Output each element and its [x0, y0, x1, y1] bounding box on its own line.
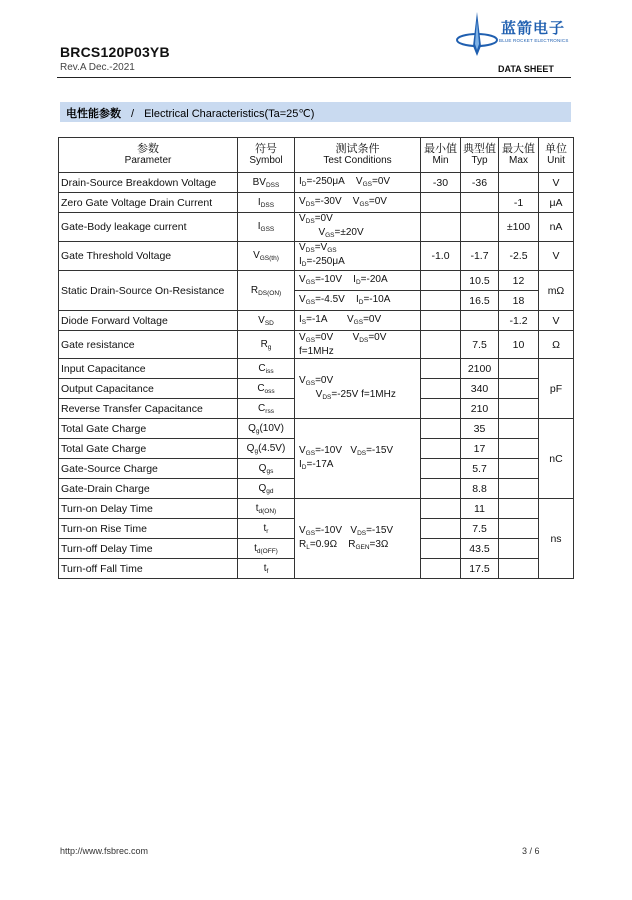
- table-row: [59, 359, 574, 379]
- doc-type: DATA SHEET: [498, 64, 554, 74]
- min-cell: [421, 539, 461, 559]
- min-cell: [421, 399, 461, 419]
- typ-cell: [461, 311, 499, 331]
- typ-cell: -36: [461, 173, 499, 193]
- condition-cell: $I_D=-250\mu A$ $V_{GS}=0V$: [295, 173, 421, 193]
- min-cell: [421, 193, 461, 213]
- section-title-cn: 电性能参数: [66, 108, 121, 120]
- param-cell: Reverse Transfer Capacitance: [59, 399, 238, 419]
- page-number: 3 / 6: [522, 846, 540, 856]
- max-cell: [499, 439, 539, 459]
- max-cell: [499, 379, 539, 399]
- typ-cell: 17: [461, 439, 499, 459]
- max-cell: 10: [499, 331, 539, 359]
- symbol-cell: $Q_{gs}$: [238, 459, 295, 479]
- symbol-cell: $R_g$: [238, 331, 295, 359]
- unit-cell: nA: [539, 213, 574, 242]
- symbol-cell: $Q_g(10V)$: [238, 419, 295, 439]
- symbol-cell: $R_{DS(ON)}$: [238, 271, 295, 311]
- max-cell: 18: [499, 291, 539, 311]
- table-row: [59, 193, 574, 213]
- table-row: [59, 173, 574, 193]
- param-cell: Turn-on Rise Time: [59, 519, 238, 539]
- symbol-cell: $C_{rss}$: [238, 399, 295, 419]
- company-logo: [455, 10, 575, 60]
- typ-cell: 7.5: [461, 519, 499, 539]
- table-row: [59, 213, 574, 242]
- symbol-cell: $Q_{gd}$: [238, 479, 295, 499]
- symbol-cell: $I_{DSS}$: [238, 193, 295, 213]
- unit-cell: nC: [539, 419, 574, 499]
- param-cell: Gate-Body leakage current: [59, 213, 238, 242]
- typ-cell: 35: [461, 419, 499, 439]
- max-cell: 12: [499, 271, 539, 291]
- max-cell: [499, 559, 539, 579]
- condition-cell: $V_{GS}=0V$ $V_{DS}=0V$ f=1MHz: [295, 331, 421, 359]
- typ-cell: [461, 213, 499, 242]
- table-row: [59, 331, 574, 359]
- rocket-icon: [455, 10, 499, 60]
- param-cell: Gate-Drain Charge: [59, 479, 238, 499]
- condition-cell: $V_{DS}=0V$ $V_{GS}=\pm 20V$: [295, 213, 421, 242]
- table-row: [59, 271, 574, 291]
- param-cell: Diode Forward Voltage: [59, 311, 238, 331]
- condition-cell: $V_{GS}=-4.5V$ $I_D=-10A$: [295, 291, 421, 311]
- table-row: [59, 499, 574, 519]
- typ-cell: 17.5: [461, 559, 499, 579]
- table-header-row: [59, 138, 574, 173]
- col-min: 最小值 Min: [421, 138, 461, 173]
- max-cell: [499, 173, 539, 193]
- symbol-cell: $t_f$: [238, 559, 295, 579]
- max-cell: -1: [499, 193, 539, 213]
- typ-cell: 7.5: [461, 331, 499, 359]
- min-cell: [421, 331, 461, 359]
- param-cell: Total Gate Charge: [59, 439, 238, 459]
- typ-cell: 10.5: [461, 271, 499, 291]
- param-cell: Total Gate Charge: [59, 419, 238, 439]
- part-number: BRCS120P03YB: [60, 44, 170, 60]
- param-cell: Input Capacitance: [59, 359, 238, 379]
- max-cell: [499, 399, 539, 419]
- header-divider: [57, 77, 571, 78]
- param-cell: Drain-Source Breakdown Voltage: [59, 173, 238, 193]
- section-separator: /: [131, 108, 135, 120]
- condition-cell: $V_{GS}=0V$ $V_{DS}=-25V$ f=1MHz: [295, 359, 421, 419]
- symbol-cell: $V_{GS(th)}$: [238, 242, 295, 271]
- unit-cell: pF: [539, 359, 574, 419]
- param-cell: Gate-Source Charge: [59, 459, 238, 479]
- symbol-cell: $C_{iss}$: [238, 359, 295, 379]
- revision: Rev.A Dec.-2021: [60, 62, 135, 73]
- col-unit: 单位 Unit: [539, 138, 574, 173]
- typ-cell: 340: [461, 379, 499, 399]
- condition-cell: $V_{DS}=-30V$ $V_{GS}=0V$: [295, 193, 421, 213]
- min-cell: [421, 311, 461, 331]
- max-cell: [499, 519, 539, 539]
- typ-cell: -1.7: [461, 242, 499, 271]
- col-parameter: 参数 Parameter: [59, 138, 238, 173]
- typ-cell: 16.5: [461, 291, 499, 311]
- condition-cell: $V_{DS}=V_{GS}$ $I_D=-250\mu A$: [295, 242, 421, 271]
- unit-cell: V: [539, 173, 574, 193]
- param-cell: Gate resistance: [59, 331, 238, 359]
- param-cell: Zero Gate Voltage Drain Current: [59, 193, 238, 213]
- param-cell: Turn-off Fall Time: [59, 559, 238, 579]
- max-cell: [499, 479, 539, 499]
- min-cell: [421, 439, 461, 459]
- max-cell: [499, 359, 539, 379]
- max-cell: [499, 419, 539, 439]
- typ-cell: 2100: [461, 359, 499, 379]
- max-cell: [499, 539, 539, 559]
- typ-cell: [461, 193, 499, 213]
- min-cell: [421, 419, 461, 439]
- col-conditions: 测试条件 Test Conditions: [295, 138, 421, 173]
- param-cell: Gate Threshold Voltage: [59, 242, 238, 271]
- min-cell: [421, 291, 461, 311]
- param-cell: Output Capacitance: [59, 379, 238, 399]
- logo-text-cn: 蓝箭电子: [501, 20, 566, 37]
- min-cell: [421, 213, 461, 242]
- min-cell: [421, 459, 461, 479]
- condition-cell: $V_{GS}=-10V$ $I_D=-20A$: [295, 271, 421, 291]
- section-title-en: Electrical Characteristics(Ta=25℃): [144, 108, 315, 120]
- param-cell: Turn-on Delay Time: [59, 499, 238, 519]
- symbol-cell: $I_{GSS}$: [238, 213, 295, 242]
- max-cell: [499, 499, 539, 519]
- symbol-cell: $Q_g(4.5V)$: [238, 439, 295, 459]
- min-cell: [421, 519, 461, 539]
- unit-cell: ns: [539, 499, 574, 579]
- table-row: [59, 311, 574, 331]
- symbol-cell: $t_{d(ON)}$: [238, 499, 295, 519]
- unit-cell: μA: [539, 193, 574, 213]
- symbol-cell: $t_{d(OFF)}$: [238, 539, 295, 559]
- electrical-characteristics-table: [58, 137, 574, 579]
- max-cell: [499, 459, 539, 479]
- condition-cell: $I_S=-1A$ $V_{GS}=0V$: [295, 311, 421, 331]
- symbol-cell: $C_{oss}$: [238, 379, 295, 399]
- max-cell: ±100: [499, 213, 539, 242]
- min-cell: [421, 559, 461, 579]
- min-cell: [421, 271, 461, 291]
- symbol-cell: $BV_{DSS}$: [238, 173, 295, 193]
- col-symbol: 符号 Symbol: [238, 138, 295, 173]
- param-cell: Static Drain-Source On-Resistance: [59, 271, 238, 311]
- min-cell: [421, 479, 461, 499]
- min-cell: -1.0: [421, 242, 461, 271]
- col-max: 最大值 Max: [499, 138, 539, 173]
- typ-cell: 8.8: [461, 479, 499, 499]
- condition-cell: $V_{GS}=-10V$ $V_{DS}=-15V$ $R_L=0.9\Omega$ $R_{GEN}=3\Omega$: [295, 499, 421, 579]
- min-cell: [421, 499, 461, 519]
- typ-cell: 43.5: [461, 539, 499, 559]
- symbol-cell: $V_{SD}$: [238, 311, 295, 331]
- col-typ: 典型值 Typ: [461, 138, 499, 173]
- min-cell: -30: [421, 173, 461, 193]
- max-cell: -2.5: [499, 242, 539, 271]
- min-cell: [421, 359, 461, 379]
- table-row: [59, 419, 574, 439]
- table-row: [59, 242, 574, 271]
- max-cell: -1.2: [499, 311, 539, 331]
- symbol-cell: $t_r$: [238, 519, 295, 539]
- footer-url[interactable]: http://www.fsbrec.com: [60, 846, 149, 856]
- typ-cell: 11: [461, 499, 499, 519]
- unit-cell: V: [539, 242, 574, 271]
- unit-cell: mΩ: [539, 271, 574, 311]
- typ-cell: 5.7: [461, 459, 499, 479]
- unit-cell: V: [539, 311, 574, 331]
- min-cell: [421, 379, 461, 399]
- unit-cell: Ω: [539, 331, 574, 359]
- logo-text-en: BLUE ROCKET ELECTRONICS: [499, 38, 569, 43]
- condition-cell: $V_{GS}=-10V$ $V_{DS}=-15V$ $I_D=-17A$: [295, 419, 421, 499]
- typ-cell: 210: [461, 399, 499, 419]
- section-title: [66, 105, 314, 121]
- param-cell: Turn-off Delay Time: [59, 539, 238, 559]
